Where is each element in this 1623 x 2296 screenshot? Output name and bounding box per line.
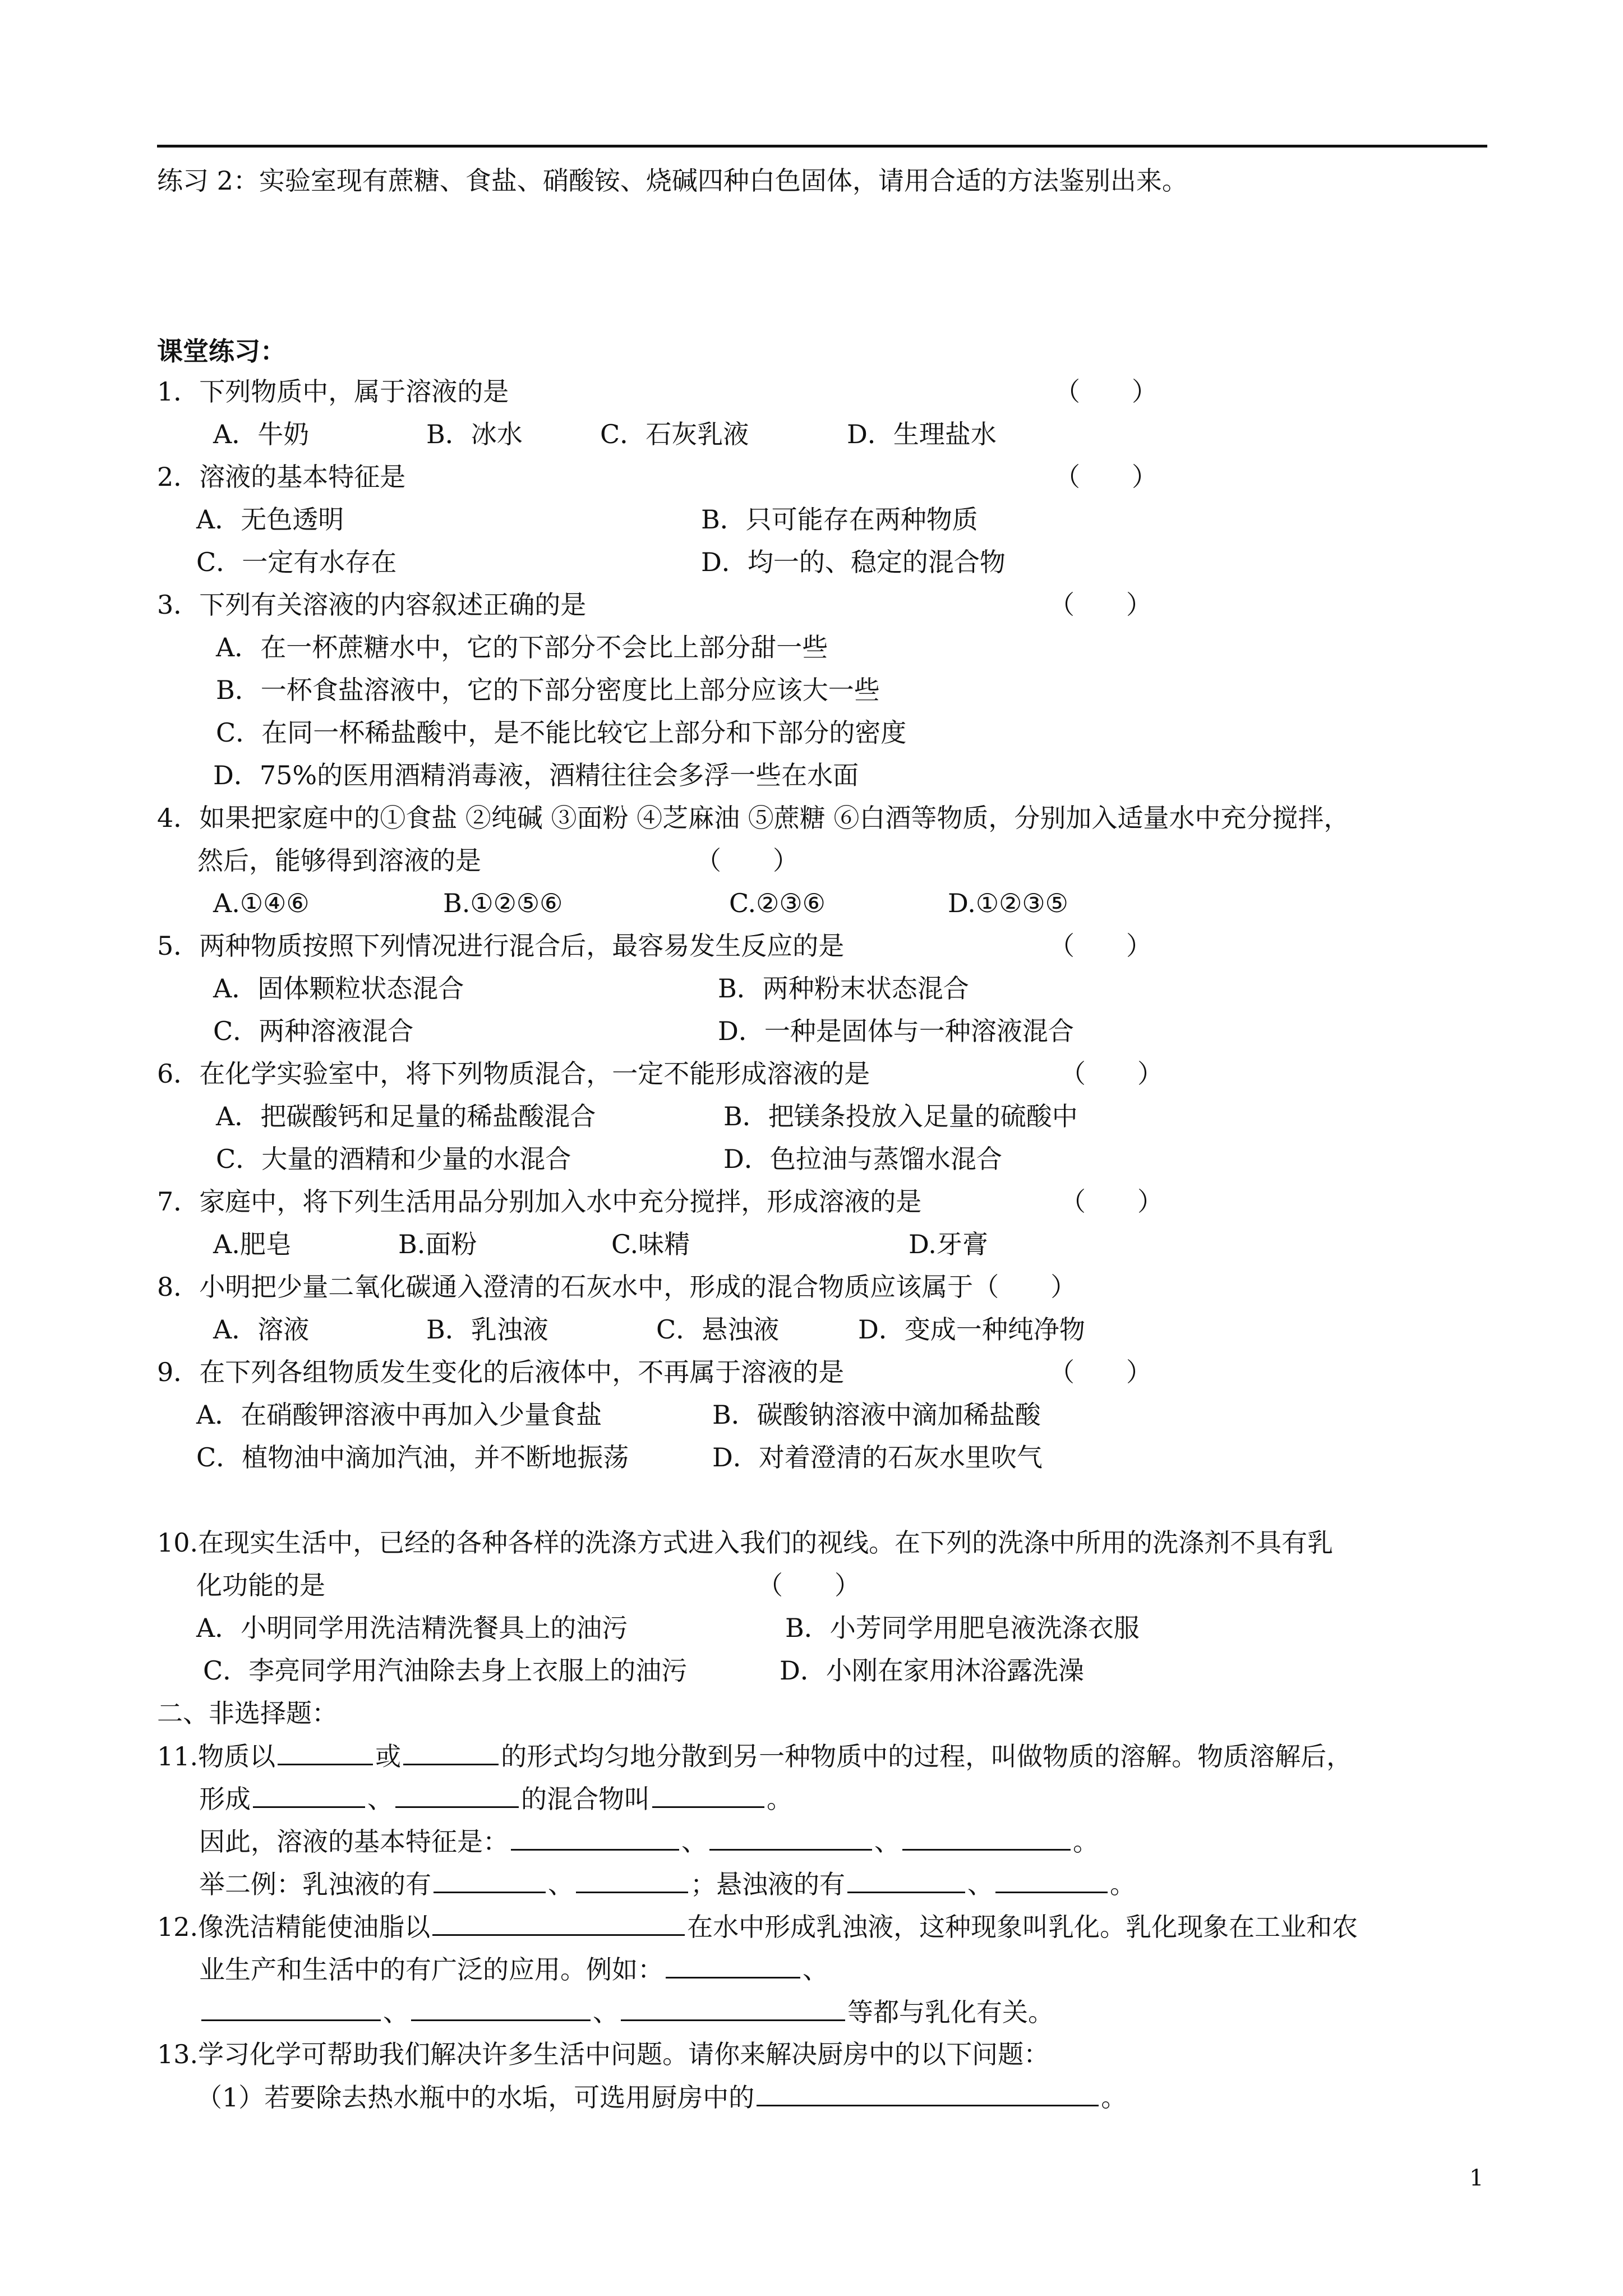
question-11-line-2: 形成 、 的混合物叫 。 — [199, 1782, 792, 1816]
q8-option-a: A．溶液 — [213, 1314, 310, 1345]
blank[interactable] — [278, 1739, 373, 1765]
q4-option-a: A.①④⑥ — [213, 888, 310, 918]
q2-option-c: C．一定有水存在 — [196, 547, 397, 577]
q8-option-c: C．悬浊液 — [656, 1314, 780, 1345]
blank[interactable] — [902, 1824, 1071, 1851]
answer-paren-7: （ ） — [1060, 1186, 1163, 1217]
q7-option-b: B.面粉 — [398, 1229, 477, 1259]
answer-paren-6: （ ） — [1060, 1059, 1163, 1089]
blank[interactable] — [201, 1995, 381, 2021]
q3-option-d: D．75%的医用酒精消毒液，酒精往往会多浮一些在水面 — [213, 760, 859, 790]
q9-option-c: C．植物油中滴加汽油，并不断地振荡 — [196, 1442, 629, 1473]
question-9-stem: 9．在下列各组物质发生变化的后液体中，不再属于溶液的是 — [157, 1357, 845, 1387]
q2-option-d: D．均一的、稳定的混合物 — [701, 547, 1006, 577]
q1-option-c: C．石灰乳液 — [600, 419, 749, 449]
q10-option-d: D．小刚在家用沐浴露洗澡 — [780, 1655, 1084, 1686]
q9-option-b: B．碳酸钠溶液中滴加稀盐酸 — [712, 1400, 1041, 1430]
q4-option-d: D.①②③⑤ — [948, 888, 1068, 918]
answer-paren-5: （ ） — [1049, 931, 1152, 961]
answer-paren-1: （ ） — [1054, 376, 1158, 407]
question-12-line-2: 业生产和生活中的有广泛的应用。例如： 、 — [199, 1952, 828, 1986]
blank[interactable] — [434, 1867, 546, 1893]
blank[interactable] — [621, 1995, 845, 2021]
q1-option-a: A．牛奶 — [213, 419, 310, 449]
q3-option-a: A．在一杯蔗糖水中，它的下部分不会比上部分甜一些 — [216, 632, 828, 662]
q2-option-a: A．无色透明 — [196, 504, 344, 535]
q3-option-c: C．在同一杯稀盐酸中，是不能比较它上部分和下部分的密度 — [216, 717, 907, 748]
answer-paren-10: （ ） — [757, 1570, 860, 1600]
q7-option-d: D.牙膏 — [909, 1229, 988, 1259]
q7-option-a: A.肥皂 — [213, 1229, 292, 1259]
question-10-stem: 10.在现实生活中，已经的各种各样的洗涤方式进入我们的视线。在下列的洗涤中所用的洗涤剂不具有乳 — [157, 1527, 1334, 1558]
blank[interactable] — [411, 1995, 591, 2021]
question-4-stem-cont: 然后，能够得到溶液的是 — [197, 845, 481, 876]
question-11-line-4: 举二例：乳浊液的有 、 ；悬浊液的有 、 。 — [199, 1867, 1136, 1901]
section-title-non-choice: 二、非选择题： — [157, 1698, 338, 1728]
q6-option-b: B．把镁条投放入足量的硫酸中 — [723, 1101, 1078, 1131]
blank[interactable] — [403, 1739, 499, 1765]
q2-option-b: B．只可能存在两种物质 — [701, 504, 978, 535]
q8-option-d: D．变成一种纯净物 — [858, 1314, 1085, 1345]
q4-option-c: C.②③⑥ — [729, 888, 826, 918]
question-11-line-3: 因此，溶液的基本特征是： 、 、 。 — [199, 1824, 1099, 1858]
question-13-stem: 13.学习化学可帮助我们解决许多生活中问题。请你来解决厨房中的以下问题： — [157, 2039, 1050, 2069]
blank[interactable] — [757, 2080, 1099, 2106]
blank[interactable] — [253, 1782, 365, 1808]
question-5-stem: 5．两种物质按照下列情况进行混合后，最容易发生反应的是 — [157, 931, 845, 961]
q3-option-b: B．一杯食盐溶液中，它的下部分密度比上部分应该大一些 — [216, 675, 880, 705]
q10-option-a: A．小明同学用洗洁精洗餐具上的油污 — [196, 1613, 628, 1643]
q8-option-b: B．乳浊液 — [426, 1314, 548, 1345]
question-8-stem: 8．小明把少量二氧化碳通入澄清的石灰水中，形成的混合物质应该属于（ ） — [157, 1272, 1077, 1302]
header-rule — [157, 145, 1487, 148]
q1-option-b: B．冰水 — [426, 419, 523, 449]
q5-option-d: D．一种是固体与一种溶液混合 — [718, 1016, 1074, 1046]
q5-option-a: A．固体颗粒状态混合 — [213, 973, 464, 1004]
question-6-stem: 6．在化学实验室中，将下列物质混合，一定不能形成溶液的是 — [157, 1059, 870, 1089]
blank[interactable] — [995, 1867, 1108, 1893]
section-title-class-practice: 课堂练习： — [157, 336, 286, 366]
q5-option-b: B．两种粉末状态混合 — [718, 973, 969, 1004]
q7-option-c: C.味精 — [611, 1229, 690, 1259]
q9-option-a: A．在硝酸钾溶液中再加入少量食盐 — [196, 1400, 602, 1430]
page-number: 1 — [1469, 2165, 1484, 2191]
question-11-line-1: 11.物质以 或 的形式均匀地分散到另一种物质中的过程，叫做物质的溶解。物质溶解后， — [157, 1739, 1352, 1773]
blank[interactable] — [847, 1867, 965, 1893]
q6-option-d: D．色拉油与蒸馏水混合 — [723, 1144, 1002, 1174]
question-2-stem: 2．溶液的基本特征是 — [157, 462, 406, 492]
answer-paren-3: （ ） — [1049, 590, 1152, 620]
q9-option-d: D．对着澄清的石灰水里吹气 — [712, 1442, 1043, 1473]
question-1-stem: 1．下列物质中，属于溶液的是 — [157, 376, 509, 407]
question-12-line-3: 、 、 等都与乳化有关。 — [199, 1995, 1054, 2029]
q10-option-c: C．李亮同学用汽油除去身上衣服上的油污 — [203, 1655, 688, 1686]
answer-paren-9: （ ） — [1049, 1357, 1152, 1387]
blank[interactable] — [395, 1782, 519, 1808]
blank[interactable] — [666, 1952, 800, 1978]
question-12-line-1: 12.像洗洁精能使油脂以 在水中形成乳浊液，这种现象叫乳化。乳化现象在工业和农 — [157, 1910, 1358, 1944]
blank[interactable] — [511, 1824, 679, 1851]
q5-option-c: C．两种溶液混合 — [213, 1016, 414, 1046]
q10-option-b: B．小芳同学用肥皂液洗涤衣服 — [785, 1613, 1140, 1643]
q4-option-b: B.①②⑤⑥ — [443, 888, 563, 918]
question-3-stem: 3．下列有关溶液的内容叙述正确的是 — [157, 590, 587, 620]
question-13-sub-1: （1）若要除去热水瓶中的水垢，可选用厨房中的 。 — [196, 2080, 1127, 2114]
blank[interactable] — [652, 1782, 764, 1808]
answer-paren-2: （ ） — [1054, 462, 1158, 492]
blank[interactable] — [576, 1867, 688, 1893]
question-10-stem-cont: 化功能的是 — [196, 1570, 325, 1600]
question-4-stem: 4．如果把家庭中的①食盐 ②纯碱 ③面粉 ④芝麻油 ⑤蔗糖 ⑥白酒等物质，分别加入适量水中充分搅拌， — [157, 803, 1350, 833]
practice-2: 练习 2：实验室现有蔗糖、食盐、硝酸铵、烧碱四种白色固体，请用合适的方法鉴别出来。 — [157, 165, 1188, 196]
question-7-stem: 7．家庭中，将下列生活用品分别加入水中充分搅拌，形成溶液的是 — [157, 1186, 922, 1217]
q1-option-d: D．生理盐水 — [847, 419, 997, 449]
blank[interactable] — [432, 1910, 685, 1936]
blank[interactable] — [709, 1824, 872, 1851]
answer-paren-4: （ ） — [695, 845, 799, 876]
q6-option-a: A．把碳酸钙和足量的稀盐酸混合 — [216, 1101, 596, 1131]
q6-option-c: C．大量的酒精和少量的水混合 — [216, 1144, 571, 1174]
